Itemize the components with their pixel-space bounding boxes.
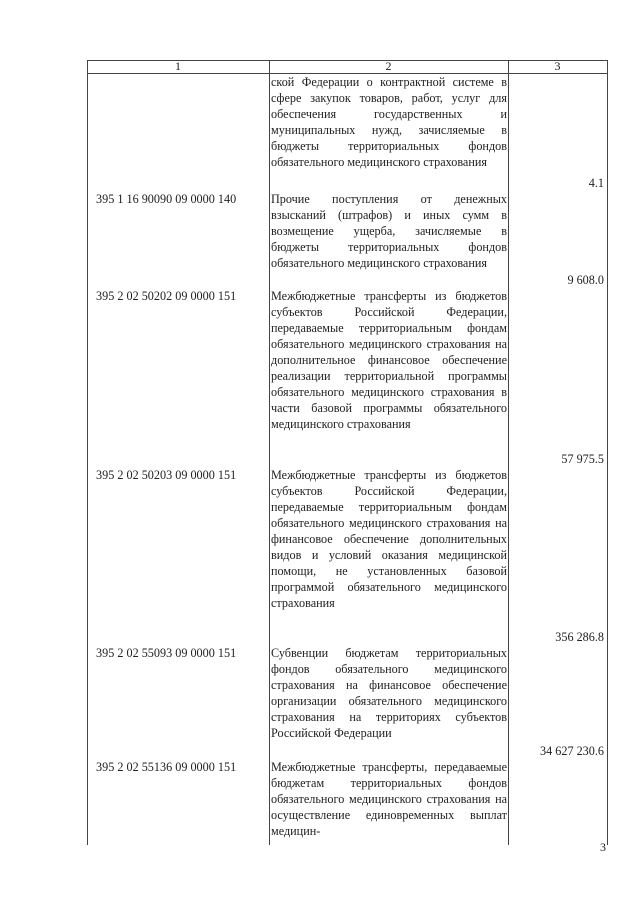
column-header-3: 3: [554, 59, 561, 73]
row-description: Межбюджетные трансферты из бюджетов субъектов Российской Федерации, передаваемые территориальным фондам обязательного медицинского страхования на дополнительное финансовое обеспечение реализации территориальной программы обязательного медицинского страхования в части базовой программы обязательного медицинского страхования: [271, 289, 507, 432]
column-divider-1: [269, 60, 270, 845]
row-code: 395 2 02 50203 09 0000 151: [96, 468, 237, 482]
row-amount: 57 975.5: [561, 452, 604, 466]
row-description: Межбюджетные трансферты из бюджетов субъектов Российской Федерации, передаваемые территориальным фондам обязательного медицинского страхования на финансовое обеспечение дополнительных видов и условий оказания медицинской помощи, не установленных базовой программой обязательного медицинского страхования: [271, 468, 507, 611]
row-description: Прочие поступления от денежных взысканий (штрафов) и иных сумм в возмещение ущерба, зачисляемые в бюджеты территориальных фондов обязательного медицинского страхования: [271, 192, 507, 271]
row-amount: 4.1: [588, 176, 604, 190]
column-header-1: 1: [175, 59, 181, 73]
row-amount: 9 608.0: [567, 273, 604, 287]
table-border-left: [87, 60, 88, 845]
table-border-right: [607, 60, 608, 845]
row-description: ской Федерации о контрактной системе в сфере закупок товаров, работ, услуг для обеспечения государственных и муниципальных нужд, зачисляемые в бюджеты территориальных фондов обязательного медицинского страхования: [271, 75, 507, 170]
row-code: 395 2 02 50202 09 0000 151: [96, 289, 237, 303]
row-code: 395 1 16 90090 09 0000 140: [96, 192, 237, 206]
row-description: Субвенции бюджетам территориальных фондов обязательного медицинского страхования на финансовое обеспечение организации обязательного медицинского страхования на территориях субъектов Российской Федерации: [271, 646, 507, 741]
row-code: 395 2 02 55093 09 0000 151: [96, 646, 237, 660]
row-code: 395 2 02 55136 09 0000 151: [96, 760, 237, 774]
row-description: Межбюджетные трансферты, передаваемые бюджетам территориальных фондов обязательного медицинского страхования на осуществление единовременных выплат медицин-: [271, 760, 507, 839]
row-amount: 34 627 230.6: [540, 744, 604, 758]
row-amount: 356 286.8: [555, 630, 604, 644]
column-header-2: 2: [385, 59, 392, 73]
page-number: 3: [600, 840, 606, 854]
column-divider-2: [508, 60, 509, 845]
